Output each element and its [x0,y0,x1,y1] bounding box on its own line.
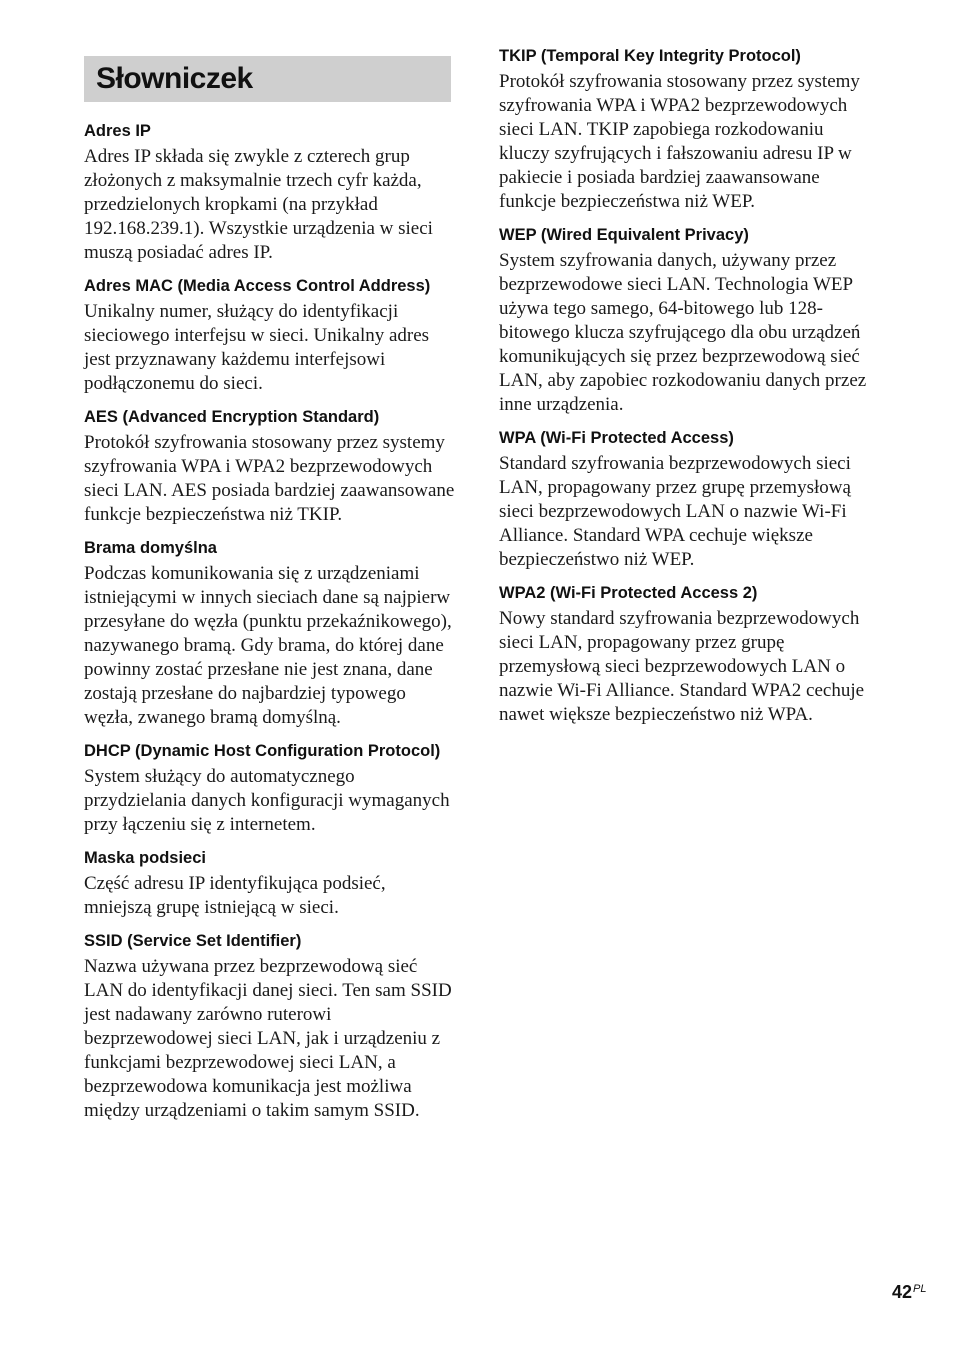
glossary-definition: Część adresu IP identyfikująca podsieć, mniejszą grupę istniejącą w sieci. [84,873,386,918]
glossary-definition: Nowy standard szyfrowania bezprzewodowych sieci LAN, propagowany przez grupę przemysłową sieci bezprzewodowych LAN o nazwie Wi-Fi Alliance. Standard WPA2 cechuje nawet większe bezpieczeństwo niż WPA. [499,608,865,725]
glossary-term: AES (Advanced Encryption Standard) [84,408,380,426]
glossary-term: WPA2 (Wi-Fi Protected Access 2) [499,584,758,602]
glossary-definition: Protokół szyfrowania stosowany przez systemy szyfrowania WPA i WPA2 bezprzewodowych sieci LAN. TKIP zapobiega rozkodowaniu kluczy szyfrujących i fałszowaniu adresu IP w pakiecie i posiada bardziej zaawansowane funkcje bezpieczeństwa niż WEP. [499,71,860,212]
glossary-column-left [84,120,456,1133]
glossary-entry-wep [499,224,871,417]
glossary-entry-aes [84,406,456,527]
page-title: Słowniczek [96,62,253,95]
glossary-definition: Standard szyfrowania bezprzewodowych sieci LAN, propagowany przez grupę przemysłową sieci bezprzewodowych LAN o nazwie Wi-Fi Alliance. Standard WPA cechuje większe bezpieczeństwo niż WEP. [499,453,851,570]
glossary-term: Adres IP [84,122,151,140]
glossary-term: WPA (Wi-Fi Protected Access) [499,429,734,447]
glossary-entry-ssid [84,930,456,1123]
glossary-column-right [499,45,871,737]
page-number-value: 42 [892,1282,913,1302]
glossary-entry-adres-ip [84,120,456,265]
page-title-banner [84,56,451,102]
page-number [892,1282,927,1303]
glossary-term: SSID (Service Set Identifier) [84,932,302,950]
glossary-entry-wpa [499,427,871,572]
glossary-term: Adres MAC (Media Access Control Address) [84,277,431,295]
glossary-definition: Unikalny numer, służący do identyfikacji sieciowego interfejsu w sieci. Unikalny adres jest przyznawany każdemu interfejsowi podłączonemu do sieci. [84,301,430,394]
glossary-term: Brama domyślna [84,539,217,557]
glossary-definition: Adres IP składa się zwykle z czterech grup złożonych z maksymalnie trzech cyfr każda, przedzielonych kropkami (na przykład 192.168.239.1). Wszystkie urządzenia w sieci muszą posiadać adres IP. [84,146,433,263]
glossary-entry-maska-podsieci [84,847,456,920]
page-language-code: PL [913,1283,927,1295]
glossary-term: TKIP (Temporal Key Integrity Protocol) [499,47,801,65]
glossary-definition: Podczas komunikowania się z urządzeniami istniejącymi w innych sieciach dane są najpierw przesyłane do węzła (punktu przekaźnikowego), nazywanego bramą. Gdy brama, do której dane powinny zostać przesłane nie jest znana, dane zostają przesłane do najbardziej typowego węzła, zwanego bramą domyślną. [84,563,452,728]
glossary-definition: System szyfrowania danych, używany przez bezprzewodowe sieci LAN. Technologia WEP używa tego samego, 64-bitowego lub 128-bitowego klucza szyfrującego dla obu urządzeń komunikujących się przez bezprzewodową sieć LAN, aby zapobiec rozkodowaniu danych przez inne urządzenia. [499,250,867,415]
glossary-definition: Nazwa używana przez bezprzewodową sieć LAN do identyfikacji danej sieci. Ten sam SSID jest nadawany zarówno ruterowi bezprzewodowej sieci LAN, jak i urządzeniu z funkcjami bezprzewodowej sieci LAN, a bezprzewodowa komunikacja jest możliwa między urządzeniami o takim samym SSID. [84,956,452,1121]
glossary-entry-wpa2 [499,582,871,727]
glossary-term: Maska podsieci [84,849,206,867]
glossary-definition: System służący do automatycznego przydzielania danych konfiguracji wymaganych przy łączeniu się z internetem. [84,766,450,835]
glossary-term: WEP (Wired Equivalent Privacy) [499,226,749,244]
glossary-entry-dhcp [84,740,456,837]
glossary-definition: Protokół szyfrowania stosowany przez systemy szyfrowania WPA i WPA2 bezprzewodowych sieci LAN. AES posiada bardziej zaawansowane funkcje bezpieczeństwa niż TKIP. [84,432,455,525]
glossary-term: DHCP (Dynamic Host Configuration Protocol) [84,742,441,760]
glossary-entry-brama-domyslna [84,537,456,730]
glossary-entry-adres-mac [84,275,456,396]
glossary-entry-tkip [499,45,871,214]
